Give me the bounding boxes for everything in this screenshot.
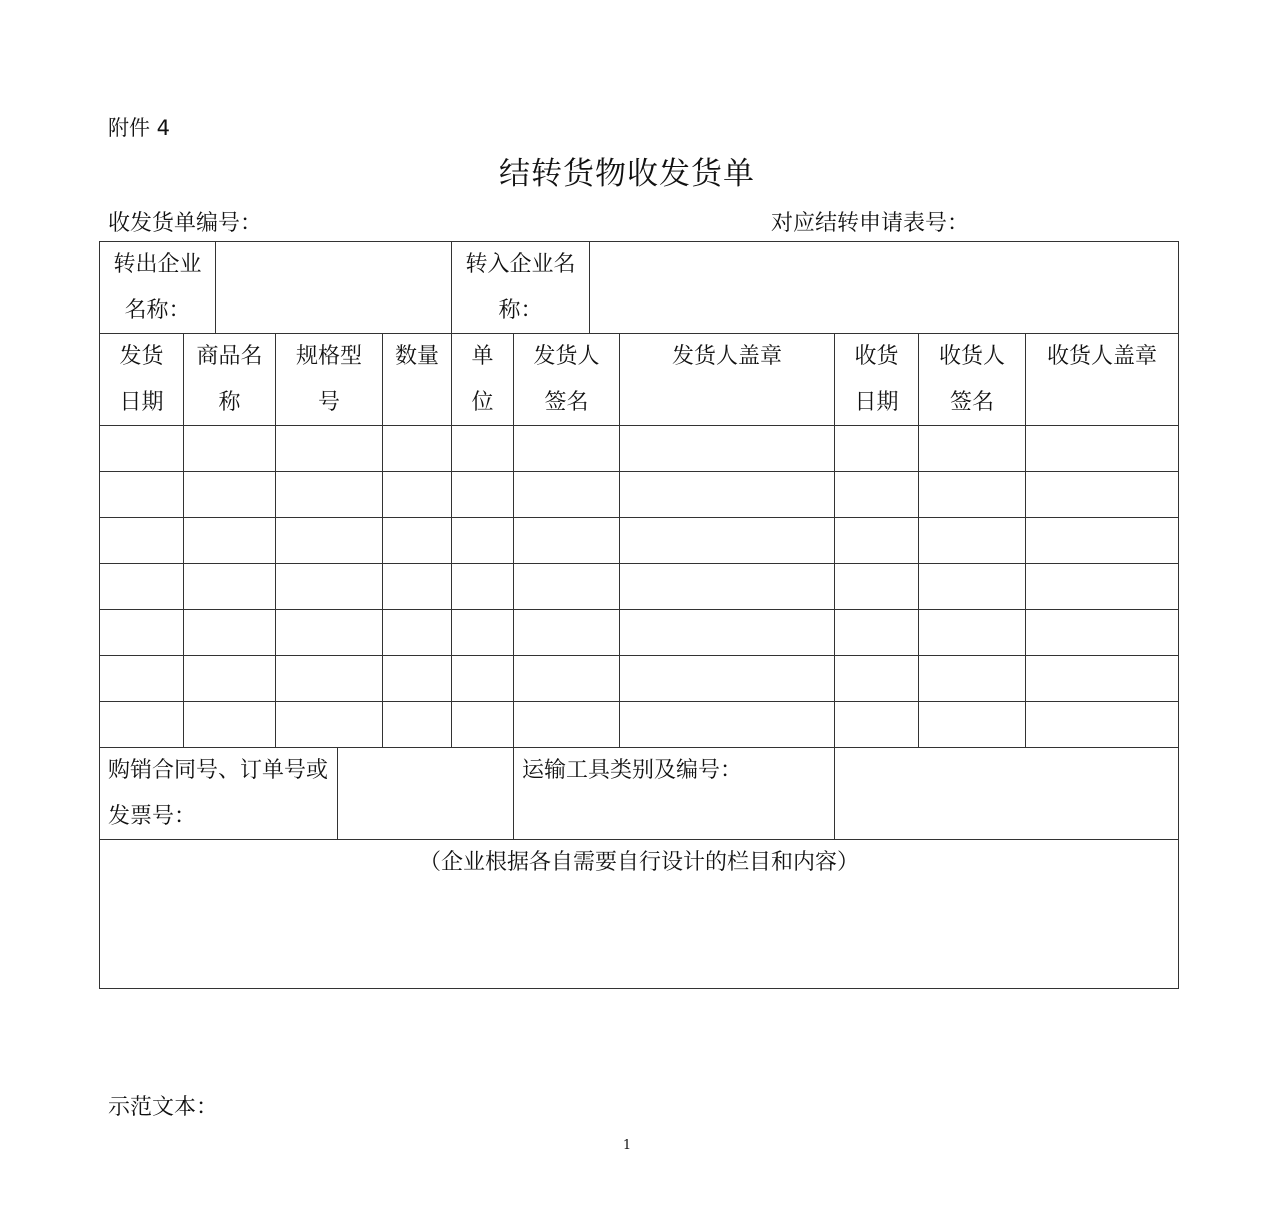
attachment-label: 附件 4 [108,116,171,140]
contract-number-label: 购销合同号、订单号或 发票号： [100,748,338,840]
table-cell[interactable] [383,426,452,472]
transport-field[interactable] [835,748,1178,840]
table-cell[interactable] [184,656,276,702]
table-cell[interactable] [835,610,919,656]
table-cell[interactable] [276,472,383,518]
table-cell[interactable] [1026,518,1178,564]
table-cell[interactable] [835,656,919,702]
table-cell[interactable] [276,610,383,656]
table-cell[interactable] [514,702,620,748]
table-cell[interactable] [100,610,184,656]
table-cell[interactable] [452,702,514,748]
table-cell[interactable] [919,472,1026,518]
table-cell[interactable] [452,656,514,702]
table-cell[interactable] [1026,426,1178,472]
transport-label: 运输工具类别及编号： [514,748,835,840]
table-cell[interactable] [276,656,383,702]
application-number-label: 对应结转申请表号： [771,211,970,236]
table-cell[interactable] [383,518,452,564]
col-receive-date-header: 收货 日期 [835,334,919,426]
custom-fields-area[interactable] [100,840,1178,988]
table-cell[interactable] [100,702,184,748]
col-product-name-header: 商品名 称 [184,334,276,426]
table-cell[interactable] [276,564,383,610]
table-cell[interactable] [100,426,184,472]
table-cell[interactable] [184,426,276,472]
table-cell[interactable] [276,426,383,472]
table-cell[interactable] [620,426,835,472]
page-number: 1 [622,1138,632,1153]
document-title: 结转货物收发货单 [499,156,755,192]
delivery-form-table [99,241,1179,989]
table-cell[interactable] [452,518,514,564]
receipt-number-label: 收发货单编号： [108,211,263,236]
col-unit-header: 单 位 [452,334,514,426]
table-cell[interactable] [620,610,835,656]
table-cell[interactable] [835,472,919,518]
table-cell[interactable] [383,610,452,656]
table-cell[interactable] [184,564,276,610]
contract-number-field[interactable] [338,748,514,840]
table-cell[interactable] [184,610,276,656]
table-cell[interactable] [919,610,1026,656]
table-cell[interactable] [1026,610,1178,656]
table-cell[interactable] [1026,702,1178,748]
sample-text-label: 示范文本： [108,1095,219,1120]
table-cell[interactable] [452,564,514,610]
transfer-out-company-label: 转出企业 名称： [100,242,216,334]
table-cell[interactable] [1026,656,1178,702]
table-cell[interactable] [514,610,620,656]
table-cell[interactable] [383,656,452,702]
table-cell[interactable] [620,702,835,748]
col-ship-date-header: 发货 日期 [100,334,184,426]
table-cell[interactable] [919,426,1026,472]
transfer-in-company-field[interactable] [590,242,1178,334]
table-cell[interactable] [452,472,514,518]
table-cell[interactable] [919,518,1026,564]
col-quantity-header: 数量 [383,334,452,426]
table-cell[interactable] [620,472,835,518]
table-cell[interactable] [383,702,452,748]
table-cell[interactable] [100,472,184,518]
col-shipper-signature-header: 发货人 签名 [514,334,620,426]
table-cell[interactable] [383,472,452,518]
transfer-out-company-field[interactable] [216,242,452,334]
table-cell[interactable] [514,564,620,610]
table-cell[interactable] [620,656,835,702]
table-cell[interactable] [919,656,1026,702]
table-cell[interactable] [100,564,184,610]
table-cell[interactable] [1026,472,1178,518]
table-cell[interactable] [184,472,276,518]
table-cell[interactable] [452,610,514,656]
table-cell[interactable] [276,518,383,564]
col-receiver-signature-header: 收货人 签名 [919,334,1026,426]
col-shipper-seal-header: 发货人盖章 [620,334,835,426]
table-cell[interactable] [835,518,919,564]
table-cell[interactable] [276,702,383,748]
table-cell[interactable] [383,564,452,610]
table-cell[interactable] [100,518,184,564]
table-cell[interactable] [514,426,620,472]
table-cell[interactable] [184,518,276,564]
table-cell[interactable] [184,702,276,748]
table-cell[interactable] [620,564,835,610]
table-cell[interactable] [452,426,514,472]
table-cell[interactable] [620,518,835,564]
table-cell[interactable] [514,518,620,564]
transfer-in-company-label: 转入企业名 称： [452,242,590,334]
col-receiver-seal-header: 收货人盖章 [1026,334,1178,426]
table-cell[interactable] [835,702,919,748]
table-cell[interactable] [835,564,919,610]
table-cell[interactable] [835,426,919,472]
custom-fields-note: （企业根据各自需要自行设计的栏目和内容） [418,850,859,875]
table-cell[interactable] [1026,564,1178,610]
table-cell[interactable] [100,656,184,702]
table-cell[interactable] [919,702,1026,748]
table-cell[interactable] [514,656,620,702]
table-cell[interactable] [919,564,1026,610]
table-cell[interactable] [514,472,620,518]
col-spec-model-header: 规格型 号 [276,334,383,426]
